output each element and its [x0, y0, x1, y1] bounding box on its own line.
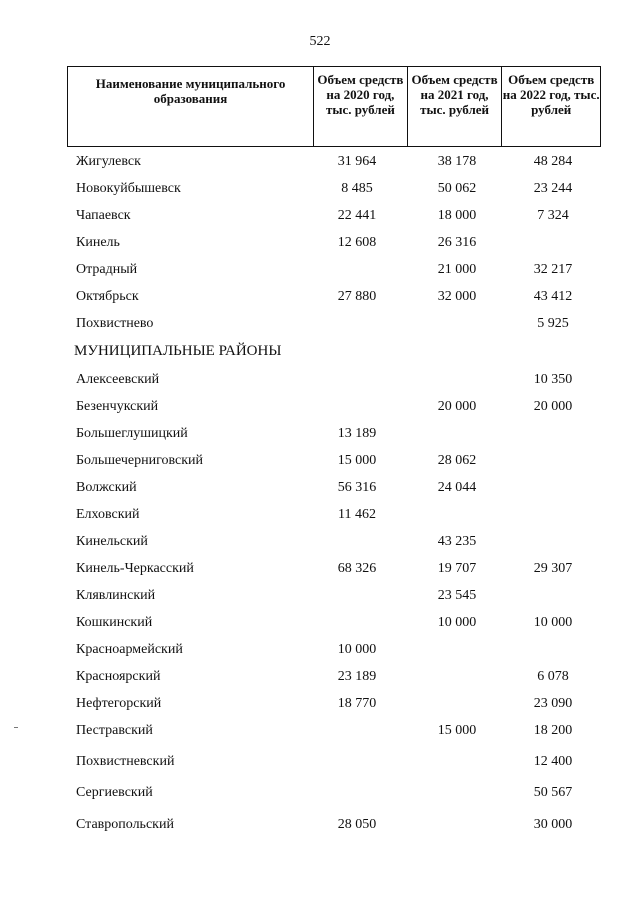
scan-margin-mark	[14, 727, 18, 728]
row-amount-2022: 18 200	[533, 723, 573, 738]
row-amount-2021: 38 178	[437, 154, 477, 169]
row-amount-2021: 28 062	[437, 453, 477, 468]
row-amount-2020: 12 608	[337, 235, 377, 250]
table-row	[0, 289, 640, 309]
section-heading-municipal-districts: МУНИЦИПАЛЬНЫЕ РАЙОНЫ	[74, 343, 282, 359]
table-row	[0, 208, 640, 228]
row-amount-2022: 5 925	[537, 316, 569, 331]
table-row	[0, 785, 640, 805]
row-name: Новокуйбышевск	[76, 181, 181, 196]
row-name: Пестравский	[76, 723, 153, 738]
row-name: Безенчукский	[76, 399, 159, 414]
row-name: Ставропольский	[76, 817, 174, 832]
row-amount-2022: 20 000	[533, 399, 573, 414]
table-row	[0, 372, 640, 392]
row-amount-2022: 23 244	[533, 181, 573, 196]
table-row	[0, 561, 640, 581]
header-amount-2020: Объем средств на 2020 год, тыс. рублей	[314, 67, 408, 146]
header-municipality-name: Наименование муниципального образования	[68, 67, 314, 146]
row-name: Кинель-Черкасский	[76, 561, 194, 576]
row-name: Похвистнево	[76, 316, 154, 331]
row-amount-2020: 15 000	[337, 453, 377, 468]
row-amount-2021: 21 000	[437, 262, 477, 277]
row-amount-2020: 18 770	[337, 696, 377, 711]
table-row	[0, 507, 640, 527]
row-name: Сергиевский	[76, 785, 153, 800]
table-row	[0, 426, 640, 446]
table-row	[0, 696, 640, 716]
row-name: Кинельский	[76, 534, 148, 549]
row-amount-2021: 50 062	[437, 181, 477, 196]
row-name: Волжский	[76, 480, 137, 495]
row-name: Красноармейский	[76, 642, 183, 657]
table-row	[0, 723, 640, 743]
table-row	[0, 399, 640, 419]
row-amount-2020: 56 316	[337, 480, 377, 495]
row-amount-2021: 18 000	[437, 208, 477, 223]
row-amount-2022: 12 400	[533, 754, 573, 769]
row-name: Клявлинский	[76, 588, 156, 603]
row-name: Большечерниговский	[76, 453, 204, 468]
row-amount-2022: 10 350	[533, 372, 573, 387]
row-name: Алексеевский	[76, 372, 160, 387]
row-amount-2020: 11 462	[338, 507, 376, 522]
row-name: Большеглушицкий	[76, 426, 188, 441]
row-amount-2020: 13 189	[337, 426, 377, 441]
row-amount-2020: 31 964	[337, 154, 377, 169]
row-amount-2022: 50 567	[533, 785, 573, 800]
row-amount-2020: 23 189	[337, 669, 377, 684]
table-row	[0, 534, 640, 554]
row-name: Похвистневский	[76, 754, 175, 769]
row-name: Елховский	[76, 507, 140, 522]
table-row	[0, 453, 640, 473]
row-amount-2021: 24 044	[437, 480, 477, 495]
table-row	[0, 181, 640, 201]
row-amount-2020: 8 485	[341, 181, 373, 196]
page-number: 522	[309, 34, 331, 49]
row-amount-2022: 23 090	[533, 696, 573, 711]
row-amount-2020: 27 880	[337, 289, 377, 304]
table-row	[0, 235, 640, 255]
row-amount-2022: 43 412	[533, 289, 573, 304]
row-amount-2022: 32 217	[533, 262, 573, 277]
row-name: Жигулевск	[76, 154, 141, 169]
row-name: Кинель	[76, 235, 120, 250]
header-amount-2021: Объем средств на 2021 год, тыс. рублей	[408, 67, 503, 146]
row-name: Нефтегорский	[76, 696, 162, 711]
row-amount-2021: 32 000	[437, 289, 477, 304]
row-amount-2021: 19 707	[437, 561, 477, 576]
row-name: Кошкинский	[76, 615, 153, 630]
row-name: Красноярский	[76, 669, 161, 684]
row-amount-2022: 29 307	[533, 561, 573, 576]
table-row	[0, 754, 640, 774]
row-amount-2021: 26 316	[437, 235, 477, 250]
row-amount-2022: 6 078	[537, 669, 569, 684]
table-row	[0, 588, 640, 608]
row-amount-2021: 43 235	[437, 534, 477, 549]
table-row	[0, 642, 640, 662]
row-amount-2022: 30 000	[533, 817, 573, 832]
row-amount-2020: 10 000	[337, 642, 377, 657]
row-amount-2021: 10 000	[437, 615, 477, 630]
row-amount-2022: 10 000	[533, 615, 573, 630]
header-amount-2022: Объем средств на 2022 год, тыс. рублей	[502, 72, 600, 117]
row-amount-2022: 48 284	[533, 154, 573, 169]
table-row	[0, 817, 640, 837]
table-row	[0, 669, 640, 689]
table-row	[0, 262, 640, 282]
row-amount-2020: 28 050	[337, 817, 377, 832]
table-row	[0, 154, 640, 174]
row-amount-2021: 15 000	[437, 723, 477, 738]
row-amount-2022: 7 324	[537, 208, 569, 223]
table-row	[0, 480, 640, 500]
table-row	[0, 615, 640, 635]
table-row	[0, 316, 640, 336]
row-name: Чапаевск	[76, 208, 131, 223]
row-amount-2020: 68 326	[337, 561, 377, 576]
row-name: Отрадный	[76, 262, 138, 277]
row-amount-2021: 23 545	[437, 588, 477, 603]
row-amount-2021: 20 000	[437, 399, 477, 414]
row-amount-2020: 22 441	[337, 208, 377, 223]
row-name: Октябрьск	[76, 289, 139, 304]
